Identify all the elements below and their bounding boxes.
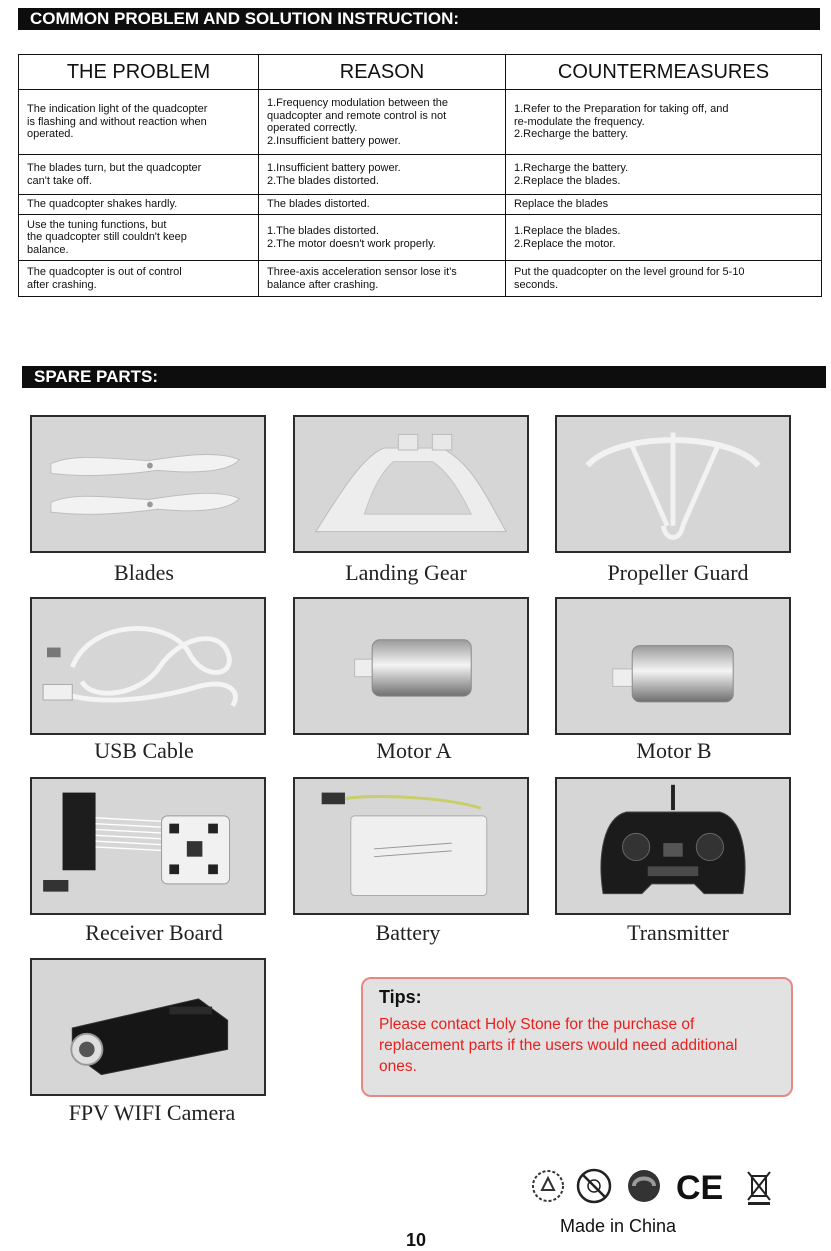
- green-dot-icon: [628, 1170, 660, 1202]
- problem-cell: The quadcopter shakes hardly.: [19, 195, 259, 215]
- reason-cell: 1.Frequency modulation between the quadcopter and remote control is not operated correctly. 2.Insufficient battery power.: [259, 90, 506, 155]
- countermeasure-cell: Replace the blades: [506, 195, 822, 215]
- tips-box: [361, 977, 793, 1097]
- ce-mark-icon: CE: [676, 1169, 724, 1206]
- no-small-parts-icon: [578, 1170, 610, 1202]
- certification-icons: [528, 1166, 788, 1206]
- spare-parts-section-title: SPARE PARTS:: [22, 366, 826, 388]
- problem-solution-table: [18, 54, 822, 297]
- usb-cable-photo: [30, 597, 266, 735]
- tips-body: Please contact Holy Stone for the purchase of replacement parts if the users would need additional ones.: [379, 1016, 738, 1075]
- landing-gear-caption: Landing Gear: [345, 560, 467, 585]
- propeller-guard-photo: [555, 415, 791, 553]
- battery-icon: [295, 779, 527, 913]
- fpv-camera-icon: [32, 960, 264, 1094]
- propeller-guard-caption: Propeller Guard: [607, 560, 749, 585]
- problems-section-title: COMMON PROBLEM AND SOLUTION INSTRUCTION:: [18, 8, 820, 30]
- receiver-board-caption: Receiver Board: [85, 920, 223, 945]
- page-number: 10: [406, 1230, 427, 1250]
- problem-cell: The quadcopter is out of control after crashing.: [19, 261, 259, 297]
- problem-cell: The indication light of the quadcopter is flashing and without reaction when operated.: [19, 90, 259, 155]
- landing-gear-photo: [293, 415, 529, 553]
- countermeasure-cell: 1.Recharge the battery. 2.Replace the blades.: [506, 155, 822, 195]
- transmitter-photo: [555, 777, 791, 915]
- countermeasure-cell: 1.Refer to the Preparation for taking off, and re-modulate the frequency. 2.Recharge the battery.: [506, 90, 822, 155]
- transmitter-caption: Transmitter: [627, 920, 729, 945]
- battery-photo: [293, 777, 529, 915]
- propeller-guard-icon: [557, 417, 789, 551]
- usb-cable-icon: [32, 599, 264, 733]
- made-in-label: Made in China: [560, 1216, 677, 1236]
- motor-a-photo: [293, 597, 529, 735]
- fpv-camera-caption: FPV WIFI Camera: [68, 1100, 236, 1125]
- header-problem: THE PROBLEM: [19, 55, 259, 90]
- blades-caption: Blades: [114, 560, 174, 585]
- reason-cell: 1.Insufficient battery power. 2.The blades distorted.: [259, 155, 506, 195]
- table-header-row: [19, 55, 822, 90]
- transmitter-icon: [557, 779, 789, 913]
- motor-a-caption: Motor A: [376, 738, 452, 763]
- motor-b-caption: Motor B: [636, 738, 712, 763]
- table-row: [19, 195, 822, 215]
- fpv-camera-photo: [30, 958, 266, 1096]
- table-row: [19, 90, 822, 155]
- motor-b-icon: [557, 599, 789, 733]
- table-row: [19, 155, 822, 195]
- motor-a-icon: [295, 599, 527, 733]
- usb-cable-caption: USB Cable: [94, 738, 194, 763]
- reason-cell: The blades distorted.: [259, 195, 506, 215]
- receiver-board-icon: [32, 779, 264, 913]
- blades-photo: [30, 415, 266, 553]
- table-row: [19, 261, 822, 297]
- problem-cell: Use the tuning functions, but the quadcopter still couldn't keep balance.: [19, 215, 259, 261]
- weee-bin-icon: [748, 1172, 770, 1205]
- countermeasure-cell: 1.Replace the blades. 2.Replace the motor.: [506, 215, 822, 261]
- recycle-icon: [533, 1171, 563, 1201]
- reason-cell: 1.The blades distorted. 2.The motor doesn't work properly.: [259, 215, 506, 261]
- header-countermeasures: COUNTERMEASURES: [506, 55, 822, 90]
- motor-b-photo: [555, 597, 791, 735]
- battery-caption: Battery: [375, 920, 441, 945]
- landing-gear-icon: [295, 417, 527, 551]
- header-reason: REASON: [259, 55, 506, 90]
- table-row: [19, 215, 822, 261]
- receiver-board-photo: [30, 777, 266, 915]
- problem-cell: The blades turn, but the quadcopter can't take off.: [19, 155, 259, 195]
- reason-cell: Three-axis acceleration sensor lose it's balance after crashing.: [259, 261, 506, 297]
- countermeasure-cell: Put the quadcopter on the level ground for 5-10 seconds.: [506, 261, 822, 297]
- blades-icon: [32, 417, 264, 551]
- tips-title: Tips:: [379, 987, 422, 1007]
